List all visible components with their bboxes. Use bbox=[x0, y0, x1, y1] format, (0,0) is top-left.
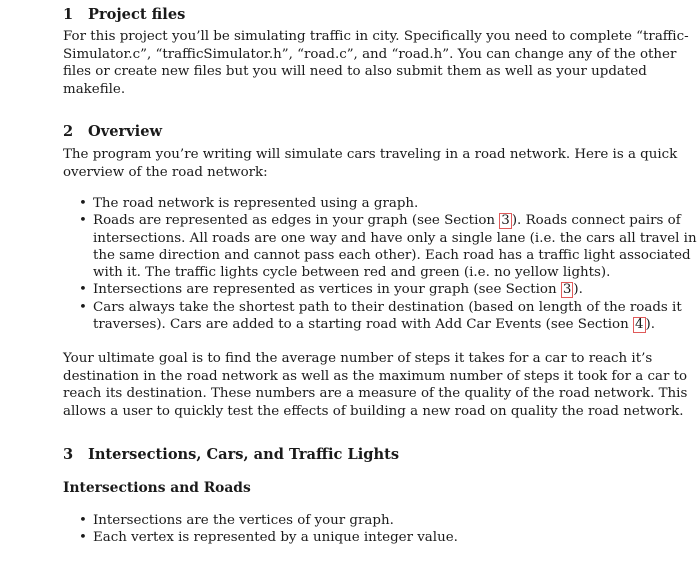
paragraph-line: The program you’re writing will simulate cars traveling in a road network. Here is a quick bbox=[63, 147, 678, 162]
section-4-reference-link[interactable]: 4 bbox=[635, 317, 644, 333]
bullet-icon: • bbox=[79, 530, 87, 546]
section-3-reference-link[interactable]: 3 bbox=[501, 213, 510, 229]
section-2-heading bbox=[63, 123, 162, 141]
list-item-text: Intersections are the vertices of your graph. bbox=[93, 513, 394, 528]
list-item-line: Cars always take the shortest path to their destination (based on length of the roads it bbox=[93, 299, 682, 315]
bullet-icon: • bbox=[79, 196, 87, 211]
list-item bbox=[63, 195, 631, 212]
subsection-heading: Intersections and Roads bbox=[63, 480, 251, 496]
section-1-number: 1 bbox=[63, 6, 74, 23]
list-item-line: the same direction and cannot pass each other). Each road has a traffic light associated bbox=[93, 247, 691, 263]
section-1-heading bbox=[63, 6, 185, 24]
list-item-line: traverses). Cars are added to a starting road with Add Car Events (see Section 4 ). bbox=[93, 317, 656, 333]
section-3-number: 3 bbox=[63, 446, 74, 463]
bullet-icon: • bbox=[79, 513, 87, 528]
list-item-text: The road network is represented using a graph. bbox=[93, 196, 419, 211]
list-item-line: with it. The traffic lights cycle between red and green (i.e. no yellow lights). bbox=[93, 265, 611, 281]
section-2-title: Overview bbox=[88, 123, 163, 140]
paragraph-line: overview of the road network: bbox=[63, 164, 268, 180]
list-item bbox=[63, 299, 682, 334]
list-item bbox=[63, 529, 631, 546]
section-3-reference-link[interactable]: 3 bbox=[562, 282, 572, 298]
paragraph-line: Simulator.c”, “trafficSimulator.h”, “road.c”, and “road.h”. You can change any of the other bbox=[63, 46, 677, 62]
section-2-intro-paragraph bbox=[63, 146, 678, 181]
paragraph-line: Your ultimate goal is to find the average number of steps it takes for a car to reach it’s bbox=[63, 351, 653, 366]
overview-bullet-list bbox=[63, 195, 697, 333]
section-2-number: 2 bbox=[63, 123, 74, 140]
section-1-title: Project files bbox=[88, 6, 186, 23]
paragraph-line: files or create new files but you will need to also submit them as well as your updated bbox=[63, 64, 647, 79]
bullet-icon: • bbox=[79, 299, 87, 315]
list-item bbox=[63, 212, 697, 281]
list-item-text: Intersections are represented as vertices in your graph (see Section bbox=[93, 282, 561, 298]
list-item-line: Roads are represented as edges in your graph (see Section 3 ). Roads connect pairs of bbox=[93, 213, 681, 229]
paragraph-line: allows a user to quickly test the effects of building a new road on quality the road network. bbox=[63, 403, 684, 419]
paragraph-line: reach its destination. These numbers are a measure of the quality of the road network. This bbox=[63, 386, 688, 401]
paragraph-line: destination in the road network as well as the maximum number of steps it took for a car to bbox=[63, 368, 688, 384]
list-item bbox=[63, 512, 631, 529]
list-item-text: Each vertex is represented by a unique integer value. bbox=[93, 530, 458, 546]
section-1-paragraph bbox=[63, 28, 689, 98]
paragraph-line: makefile. bbox=[63, 81, 126, 97]
intersections-bullet-list bbox=[63, 512, 631, 547]
list-item-line: intersections. All roads are one way and have only a single lane (i.e. the cars all travel in bbox=[93, 230, 697, 246]
section-3-title: Intersections, Cars, and Traffic Lights bbox=[88, 446, 400, 463]
section-2-outro-paragraph bbox=[63, 350, 688, 420]
list-item bbox=[63, 281, 631, 298]
section-3-heading bbox=[63, 446, 399, 464]
bullet-icon: • bbox=[79, 213, 87, 229]
paragraph-line: For this project you’ll be simulating traffic in city. Specifically you need to complete “traffic- bbox=[63, 29, 689, 44]
bullet-icon: • bbox=[79, 282, 87, 298]
list-item-text: ). bbox=[573, 282, 583, 298]
